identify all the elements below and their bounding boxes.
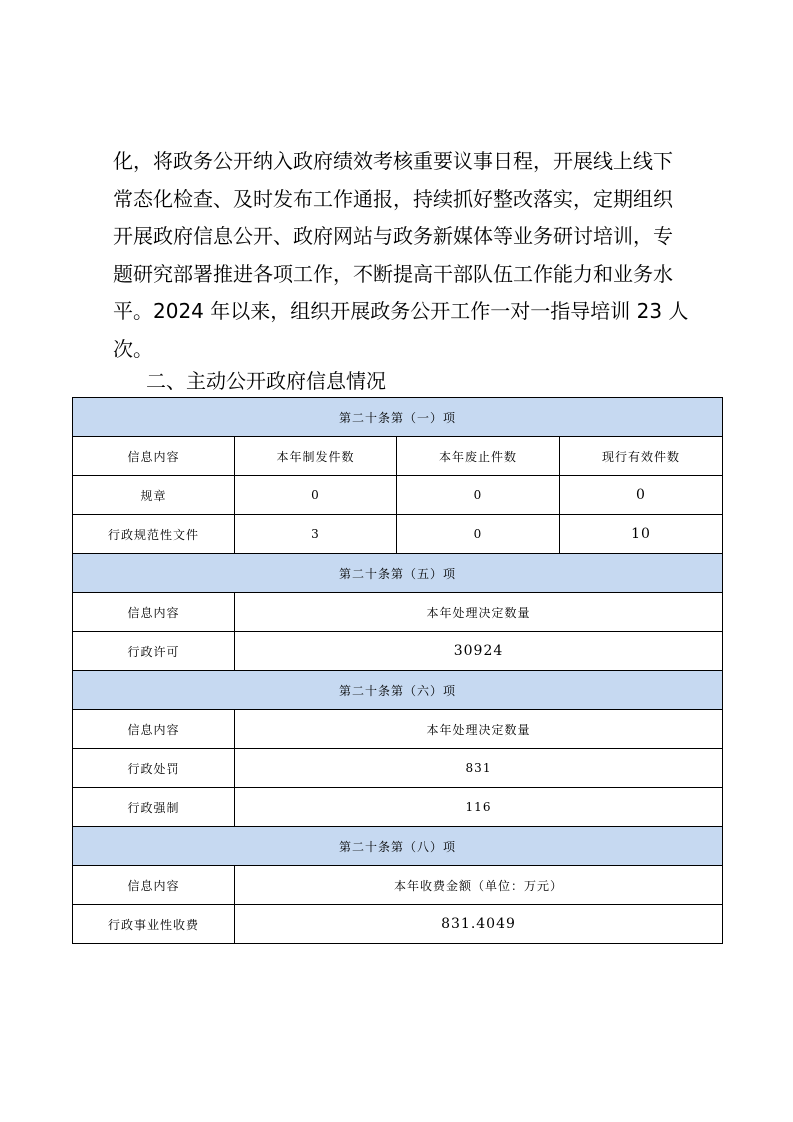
row-label: 行政规范性文件 [73,515,235,554]
section-header-row [73,671,723,710]
column-header: 信息内容 [73,437,235,476]
section-header-row [73,554,723,593]
section-header-row [73,398,723,437]
table-row [73,749,723,788]
valid-count: 10 [560,515,723,554]
abolished-count: 0 [397,476,560,515]
table-row [73,632,723,671]
info-table [72,397,723,944]
paragraph-line: 常态化检查、及时发布工作通报，持续抓好整改落实，定期组织 [113,186,673,211]
table-row [73,905,723,944]
column-header: 本年制发件数 [235,437,397,476]
section-header-row [73,827,723,866]
column-header: 本年处理决定数量 [235,710,723,749]
row-label: 行政事业性收费 [73,905,235,944]
section-title: 第二十条第（六）项 [73,671,723,710]
body-paragraph [113,143,703,369]
valid-count: 0 [560,476,723,515]
abolished-count: 0 [397,515,560,554]
column-header: 信息内容 [73,593,235,632]
row-value: 30924 [235,632,723,671]
table-row [73,515,723,554]
section-heading: 二、主动公开政府信息情况 [146,369,386,393]
row-value: 831 [235,749,723,788]
row-label: 规章 [73,476,235,515]
column-header-row [73,866,723,905]
section-title: 第二十条第（五）项 [73,554,723,593]
column-header-row [73,593,723,632]
column-header: 现行有效件数 [560,437,723,476]
section-title: 第二十条第（八）项 [73,827,723,866]
issued-count: 0 [235,476,397,515]
table-row [73,476,723,515]
row-value: 831.4049 [235,905,723,944]
section-title: 第二十条第（一）项 [73,398,723,437]
column-header-row [73,437,723,476]
column-header: 本年收费金额（单位：万元） [235,866,723,905]
table-row [73,788,723,827]
row-label: 行政处罚 [73,749,235,788]
paragraph-line: 开展政府信息公开、政府网站与政务新媒体等业务研讨培训，专 [113,224,673,249]
column-header: 信息内容 [73,866,235,905]
column-header-row [73,710,723,749]
column-header: 信息内容 [73,710,235,749]
row-label: 行政许可 [73,632,235,671]
row-value: 116 [235,788,723,827]
row-label: 行政强制 [73,788,235,827]
paragraph-line: 次。 [113,336,153,361]
column-header: 本年处理决定数量 [235,593,723,632]
paragraph-line: 题研究部署推进各项工作，不断提高干部队伍工作能力和业务水 [113,261,673,286]
paragraph-line: 平。2024 年以来，组织开展政务公开工作一对一指导培训 23 人 [113,299,689,324]
paragraph-line: 化，将政务公开纳入政府绩效考核重要议事日程，开展线上线下 [113,149,673,173]
issued-count: 3 [235,515,397,554]
column-header: 本年废止件数 [397,437,560,476]
